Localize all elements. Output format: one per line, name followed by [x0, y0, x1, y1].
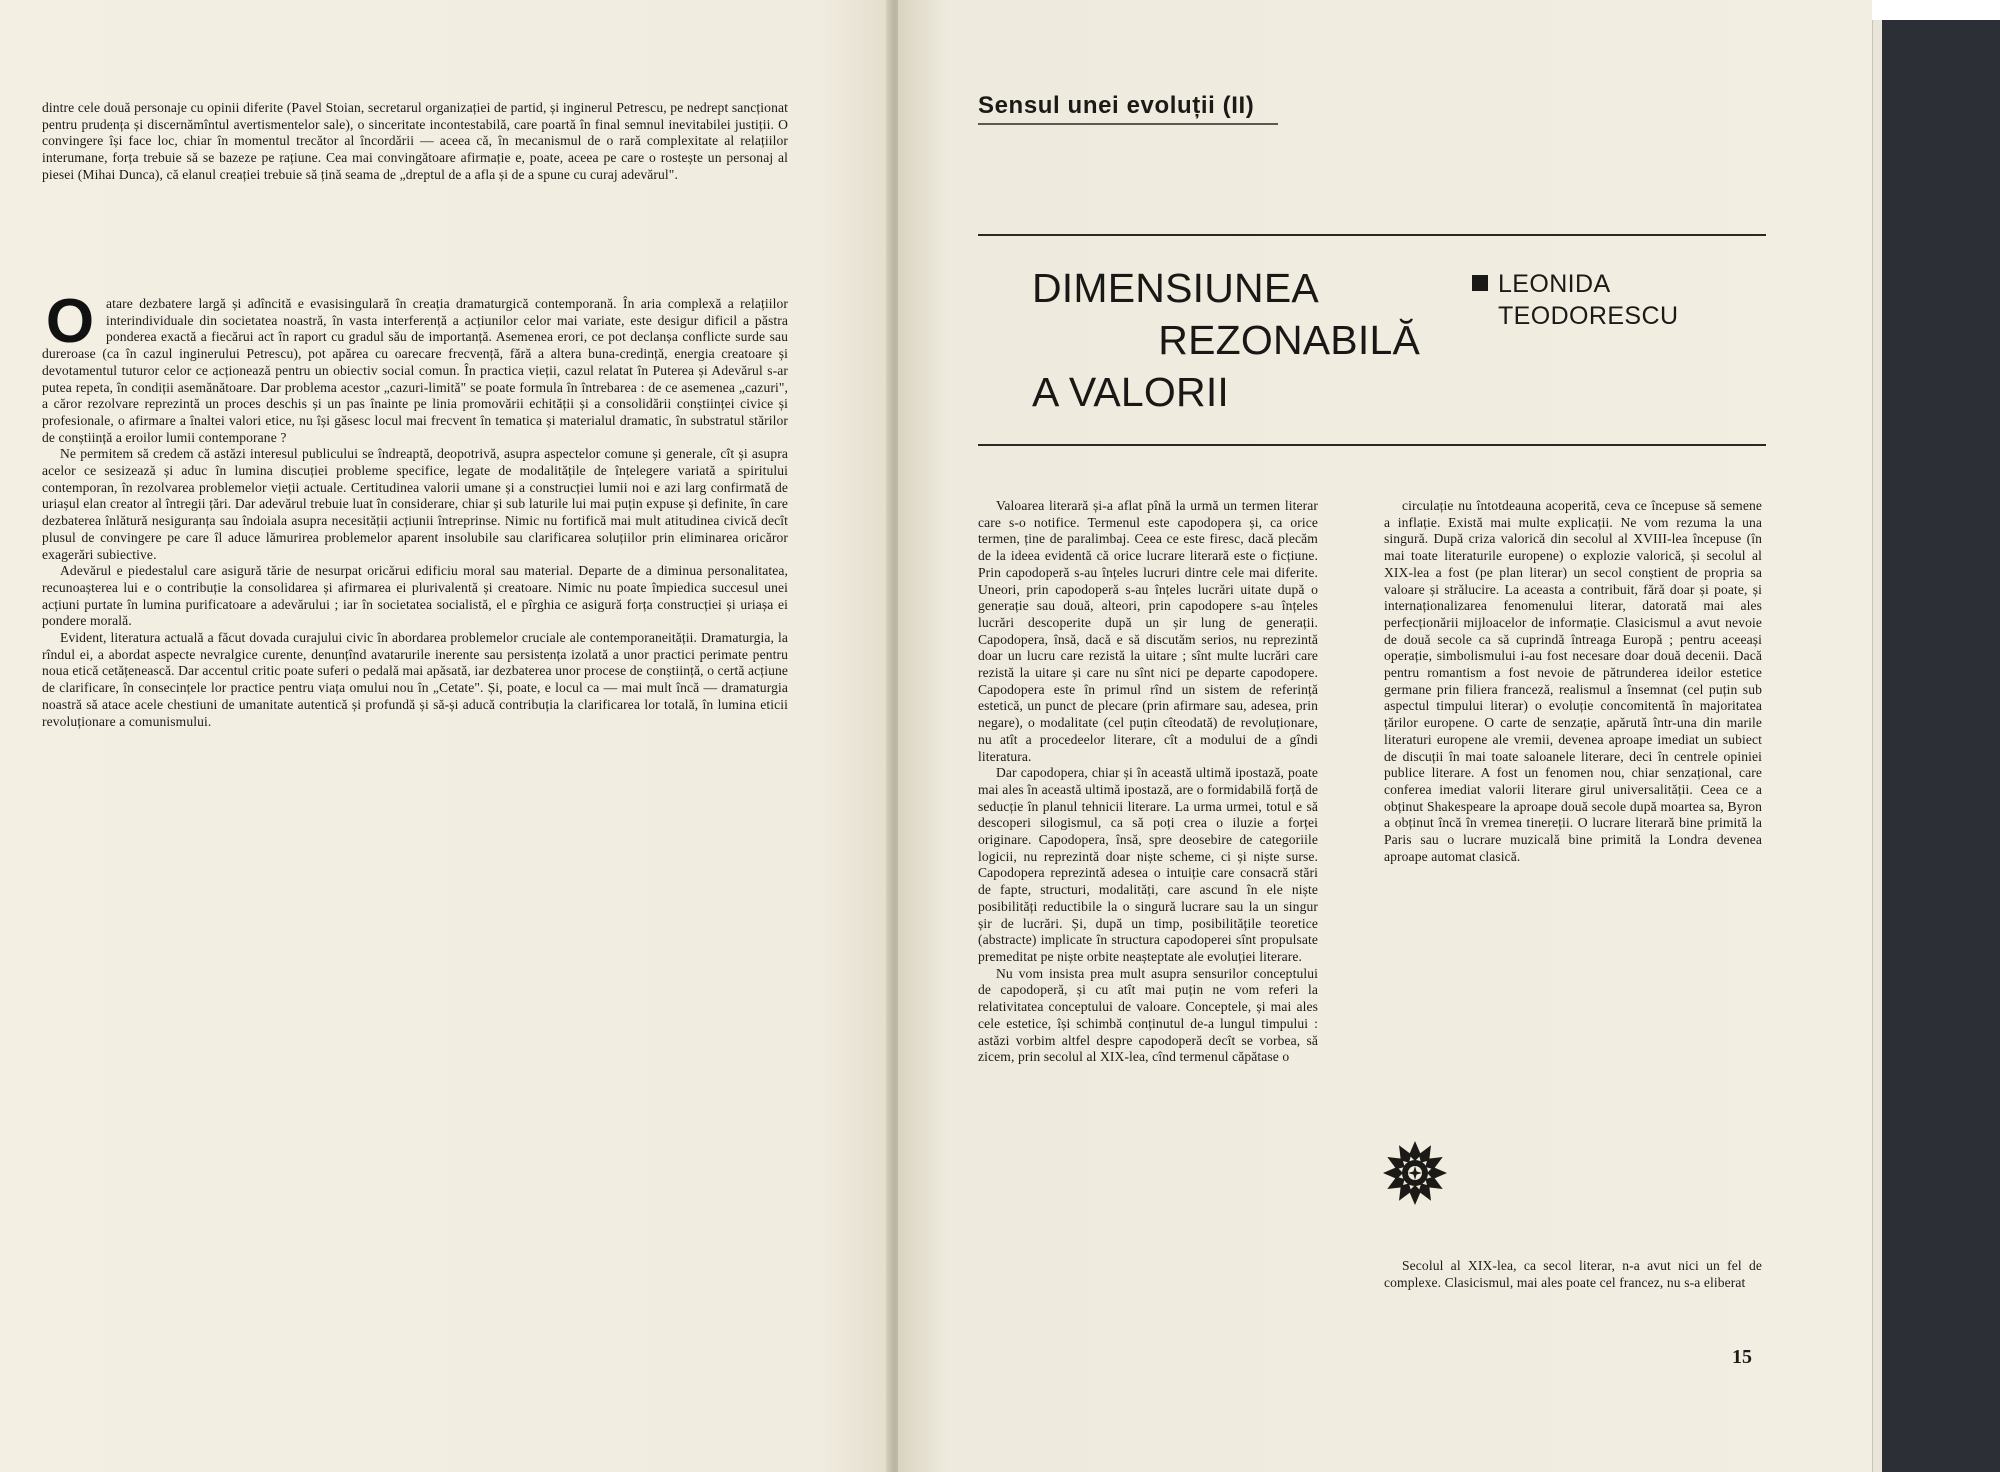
article-title-line: A VALORII: [1032, 369, 1230, 415]
right-column-a: [978, 498, 1318, 1066]
section-title-underline: [978, 122, 1298, 128]
author-name: [1472, 268, 1732, 332]
drop-cap: [42, 287, 98, 356]
author-line: LEONIDA: [1498, 270, 1611, 298]
author-line: TEODORESCU: [1498, 302, 1679, 330]
left-first-paragraph: atare dezbatere largă și adîncită e evasisingulară în creația dramaturgică contemporană. În aria complexă a relațiilor interindividuale din societatea noastră, în vasta interferență a acțiunilor celor mai variate, este desigur dificil a păstra ponderea exactă a fiecărui act în raport cu gradul său de importanță. Asemenea erori, ce pot declanșa conflicte surde sau dureroase (ca în cazul inginerului Petrescu), pot apărea cu oarecare frecvență, fără a altera buna-credință, energia creatoare și devotamentul tuturor celor ce acționează pentru un obiectiv social comun. În practica vieții, cazul relatat în Puterea și Adevărul s-ar putea repeta, în condiții asemănătoare. Dar problema acestor „cazuri-limită" se poate formula în întrebarea : de ce asemenea „cazuri", a căror rezolvare reprezintă un proces deschis și un pas înainte pe linia promovării echității și a consolidării conștiinței civice și profesionale, o afirmare a înaltei valori etice, nu își găsesc locul mai frecvent în tematica și materialul dramatic, în substratul stărilor de conștiință a eroilor lumii contemporane ?: [42, 296, 788, 445]
article-title-line: REZONABILĂ: [1158, 317, 1420, 363]
column-paragraph: Dar capodopera, chiar și în această ultimă ipostază, poate mai ales în această ultimă ipostază, are o formidabilă forță de seducție în planul tehnicii literare. La urma urmei, totul e să descoperi silogismul, ca să poți crea o iluzie a forței originare. Capodopera, însă, spre deosebire de categoriile logicii, nu reprezintă doar niște scheme, ci și niște surse. Capodopera reprezintă adesea o intuiție care consacră stări de fapte, structuri, modalități, care ascund în ele niște posibilități reductibile la o singură lucrare sau la un singur șir de lucrări. Și, după un timp, posibilitățile teoretice (abstracte) implicate în structura capodoperei sînt propulsate premeditat pe niște orbite neașteptate ale evoluției literare.: [978, 765, 1318, 964]
left-top-paragraph: dintre cele două personaje cu opinii diferite (Pavel Stoian, secretarul organizației de partid, și inginerul Petrescu, pe nedrept sancționat pentru prudența și discernămîntul avertismentelor sale), o sinceritate incontestabilă, care poartă în final semnul inevitabilei justiții. O convingere își face loc, chiar în momentul trecător al încordării — aceea că, în mecanismul de o rară complexitate al relațiilor interumane, forța trebuie să se bazeze pe rațiune. Cea mai convingătoare afirmație e, poate, aceea pe care o rostește un personaj al piesei (Mihai Dunca), că elanul creației trebuie să țină seama de „dreptul de a afla și de a spune cu curaj adevărul".: [42, 100, 788, 182]
left-paragraph: Ne permitem să credem că astăzi interesul publicului se îndreaptă, deopotrivă, asupra aspectelor comune și generale, cît și asupra acelor ce sesizează și aduc în lumina discuției probleme specifice, legate de modalitățile de înțelegere variată a spiritului contemporan, în rezolvarea problemelor vieții actuale. Certitudinea valorii umane și a construcției lumii noi e azi larg confirmată de uriașul elan creator al întregii țări. Dar adevărul trebuie luat în considerare, chiar și sub laturile lui mai puțin expuse și definite, în care dezbaterea înlătură nesiguranța sau îndoiala asupra necesității acțiunii întreprinse. Nimic nu fortifică mai mult atitudinea civică decît plusul de convingere pe care îl aduce lămurirea problemelor aparent insolubile sau clarificarea soluțiilor prin eliminarea oricăror exagerări subiective.: [42, 446, 788, 562]
article-title: [1032, 262, 1420, 418]
left-page: [0, 0, 892, 1472]
column-paragraph: circulație nu întotdeauna acoperită, ceva ce începuse să semene a inflație. Există mai multe explicații. Ne vom rezuma la una singură. După criza valorică din secolul al XVIII-lea începuse (în mai toate literaturile europene) o explozie valorică, și secolul al XIX-lea a fost (pe plan literar) un secol conștient de propria sa valoare și strălucire. La aceasta a contribuit, fără doar și poate, și internaționalizarea fenomenului literar, datorată mai ales perfecționării mijloacelor de informație. Clasicismul a avut nevoie de două secole ca să cuprindă întreaga Europă ; pentru aceeași operație, simbolismului i-au fost necesare doar două decenii. Dacă pentru romantism a fost nevoie de pătrunderea ideilor estetice germane prin filiera franceză, realismul a însemnat (cel puțin sub aspectul timpului literar) o evoluție concomitentă în majoritatea țărilor europene. O carte de senzație, apărută într-una din marile literaturi europene ale vremii, devenea aproape imediat un subiect de discuții în mai toate saloanele literare, deci în centrele opiniei publice literare. A fost un fenomen nou, chiar senzațional, care conferea imediat valorii literare girul universalității. Ceea ce a obținut Shakespeare la aproape două secole după moartea sa, Byron a obținut încă în vremea tinereții. O lucrare literară bine primită la Paris sau o lucrare muzicală bine primită la Londra devenea aproape automat clasică.: [1384, 498, 1762, 864]
section-title: Sensul unei evoluții (II): [978, 92, 1255, 119]
left-paragraph: Adevărul e piedestalul care asigură tărie de nesurpat oricărui edificiu moral sau material. Departe de a diminua personalitatea, recunoașterea lui e o contribuție la consolidarea și afirmarea ei plurivalentă și creatoare. Nimic nu poate împiedica succesul unei acțiuni purtate în lumina purificatoare a adevărului ; iar în societatea socialistă, el e pîrghia ce asigură forța construcției și uriașa ei pondere morală.: [42, 563, 788, 629]
article-title-line: DIMENSIUNEA: [1032, 265, 1319, 311]
column-paragraph: Secolul al XIX-lea, ca secol literar, n-a avut nici un fel de complexe. Clasicismul, mai ales poate cel francez, nu s-a eliberat: [1384, 1258, 1762, 1290]
column-paragraph: Nu vom insista prea mult asupra sensurilor conceptului de capodoperă, și cu atît mai puțin ne vom referi la relativitatea conceptului de valoare. Conceptele, și mai ales cele estetice, își schimbă conținutul de-a lungul timpului : astăzi vorbim altfel despre capodoperă decît se vorbea, să zicem, prin secolul al XIX-lea, cînd termenul căpătase o: [978, 965, 1318, 1065]
page-number: 15: [1732, 1346, 1752, 1368]
right-column-b: [1384, 498, 1762, 865]
left-top-text: [42, 100, 788, 184]
drop-cap-letter: O: [45, 287, 95, 356]
book-cover: [1882, 0, 2000, 1472]
title-rule-top: [978, 234, 1766, 236]
right-column-c: [1384, 1258, 1762, 1291]
column-paragraph: Valoarea literară și-a aflat pînă la urmă un termen literar care s-o notifice. Termenul este capodopera și, ca orice termen, ține de paralimbaj. Ceea ce este firesc, dacă plecăm de la ideea evidentă că orice lucrare literară este o ficțiune. Prin capodoperă s-au înțeles lucruri dintre cele mai diferite. Uneori, prin capodoperă s-au înțeles lucrări uitate după o generație sau două, alteori, prin capodopere s-au înțeles lucrări descoperite după un șir lung de generații. Capodopera, însă, dacă e să discutăm serios, nu reprezintă doar un lucru care rezistă la uitare ; sînt multe lucrări care rezistă la uitare și care nu sînt nici pe departe capodopere. Capodopera este în primul rînd un sistem de referință estetică, un punct de plecare (prin afirmare sau, adesea, prin negare), o modalitate (cel puțin cîteodată) de revoluționare, nu atît a procedeelor literare, cît a modului de a gîndi literatura.: [978, 498, 1318, 764]
left-main-text: [42, 287, 788, 730]
left-paragraph: Evident, literatura actuală a făcut dovada curajului civic în abordarea problemelor cruciale ale contemporaneității. Dramaturgia, la rîndul ei, a abordat aspecte nevralgice curente, denunțînd avatarurile inerente sau persistența izolată a unor practici perimate pentru noua etică cetățenească. Dar accentul critic poate suferi o pedală mai apăsată, iar dezbaterea unor procese de conștiință, o certă acțiune de clarificare, în consecințele lor practice pentru viața omului nou în „Cetate". Și, poate, e locul ca — mai mult încă — dramaturgia noastră să atace acele chestiuni de umanitate autentică și profundă și să-și aducă contribuția la clarificarea lor totală, în lumina eticii revoluționare a comunismului.: [42, 630, 788, 729]
square-bullet-icon: [1472, 275, 1488, 291]
flower-ornament-icon: [1380, 1138, 1450, 1208]
title-rule-bottom: [978, 444, 1766, 446]
background-corner: [1872, 0, 2000, 20]
